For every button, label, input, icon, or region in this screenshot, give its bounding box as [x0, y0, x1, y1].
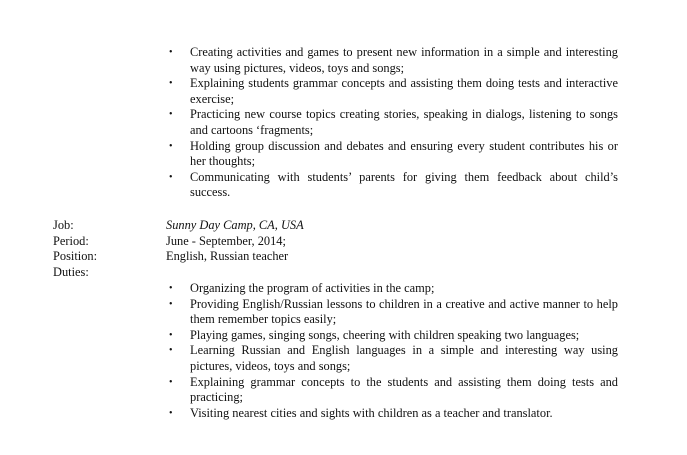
duty-text: Visiting nearest cities and sights with children as a teacher and translator.	[190, 405, 553, 420]
list-item	[166, 45, 618, 76]
duty-text: Learning Russian and English languages in a simple and interesting way using pictures, videos, toys and songs;	[190, 343, 618, 373]
bullet-icon: •	[169, 407, 173, 419]
duty-text: Creating activities and games to present new information in a simple and interesting way using pictures, videos, toys and songs;	[190, 45, 618, 75]
position-label: Position:	[53, 249, 98, 264]
duties-label: Duties:	[53, 264, 89, 279]
bullet-icon: •	[169, 78, 173, 90]
previous-job-duties-list	[166, 45, 618, 201]
duty-text: Playing games, singing songs, cheering with children speaking two languages;	[190, 327, 580, 342]
list-item	[166, 375, 618, 406]
position-value: English, Russian teacher	[166, 249, 289, 264]
duty-text: Communicating with students’ parents for giving them feedback about child’s success.	[190, 169, 618, 200]
bullet-icon: •	[169, 283, 173, 294]
duty-text: Practicing new course topics creating stories, speaking in dialogs, listening to songs and cartoons ‘fragments;	[190, 107, 618, 137]
duty-text: Explaining grammar concepts to the students and assisting them doing tests and practicing;	[190, 374, 618, 405]
job-value: Sunny Day Camp, CA, USA	[166, 218, 304, 232]
list-item	[166, 328, 618, 344]
bullet-icon: •	[169, 376, 173, 388]
bullet-icon: •	[169, 298, 173, 310]
period-label: Period:	[53, 233, 89, 248]
duty-text: Organizing the program of activities in the camp;	[190, 281, 435, 295]
period-value: June - September, 2014;	[166, 233, 286, 248]
duty-text: Providing English/Russian lessons to children in a creative and active manner to help them remember topics easily;	[190, 296, 618, 327]
list-item	[166, 76, 618, 107]
bullet-icon: •	[169, 140, 173, 152]
list-item	[166, 406, 618, 422]
bullet-icon: •	[169, 345, 173, 357]
bullet-icon: •	[169, 109, 173, 121]
list-item	[166, 170, 618, 201]
bullet-icon: •	[169, 329, 173, 341]
camp-job-duties-list	[166, 281, 618, 421]
list-item	[166, 107, 618, 138]
list-item	[166, 343, 618, 374]
duty-text: Explaining students grammar concepts and assisting them doing tests and interactive exercise;	[190, 76, 618, 106]
list-item	[166, 139, 618, 170]
job-label: Job:	[53, 218, 74, 232]
list-item	[166, 297, 618, 328]
list-item	[166, 281, 618, 297]
duty-text: Holding group discussion and debates and ensuring every student contributes his or her thoughts;	[190, 138, 618, 169]
bullet-icon: •	[169, 171, 173, 183]
bullet-icon: •	[169, 47, 173, 58]
